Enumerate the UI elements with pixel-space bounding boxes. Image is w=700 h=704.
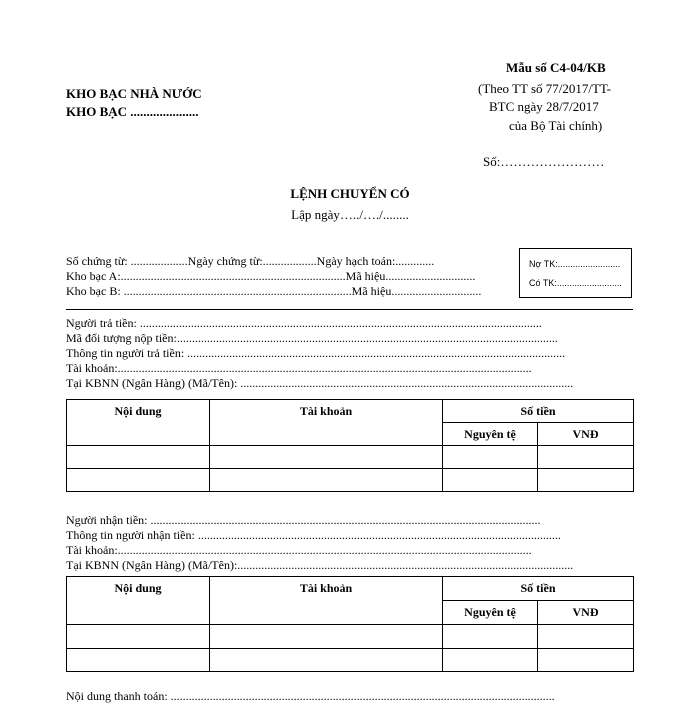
payee-section (66, 513, 633, 573)
payer-info: Thông tin người trả tiền: .............................................................................................................................. (66, 346, 566, 360)
treasury-name: KHO BẠC NHÀ NƯỚC (66, 86, 202, 101)
payee-account: Tài khoản:.......................................................................................................................................... (66, 543, 532, 557)
payer-amount-table (66, 399, 634, 492)
table-header-original-currency: Nguyên tệ (443, 423, 538, 446)
reference-line-1: (Theo TT số 77/2017/TT- (478, 81, 612, 96)
payer-name: Người trả tiền: ...................................................................................................................................... (66, 316, 542, 330)
table-header-original-currency: Nguyên tệ (443, 601, 538, 625)
form-code: Mẫu số C4-04/KB (506, 60, 606, 75)
document-number: Số:…………………… (483, 154, 605, 169)
table-header-content: Nội dung (67, 400, 210, 446)
document-date: Lập ngày…../…./........ (291, 207, 409, 222)
divider-line (66, 309, 633, 310)
payee-bank: Tại KBNN (Ngân Hàng) (Mã/Tên):................................................................................................................ (66, 558, 574, 572)
table-header-vnd: VNĐ (538, 601, 634, 625)
table-header-account: Tài khoản (210, 400, 443, 446)
document-title: LỆNH CHUYỂN CÓ (290, 186, 410, 201)
table-header-account: Tài khoản (210, 577, 443, 625)
table-row (67, 649, 634, 672)
payment-content-section (66, 689, 633, 704)
payer-section (66, 316, 633, 391)
table-row (67, 625, 634, 649)
payer-bank: Tại KBNN (Ngân Hàng) (Mã/Tên): ............................................................................................................... (66, 376, 574, 390)
payer-account: Tài khoản:.......................................................................................................................................... (66, 361, 532, 375)
account-box (519, 248, 632, 298)
payment-content: Nội dung thanh toán: ................................................................................................................................ (66, 689, 555, 703)
voucher-row-3: Kho bạc B: ............................................................................Mã hiệu.............................. (66, 284, 482, 298)
treasury-branch: KHO BẠC ..................... (66, 104, 199, 119)
payee-name: Người nhận tiền: .................................................................................................................................. (66, 513, 541, 527)
voucher-row-2: Kho bạc A:...........................................................................Mã hiệu.............................. (66, 269, 476, 283)
table-header-amount: Số tiền (443, 577, 634, 601)
voucher-info (66, 254, 516, 299)
payee-info: Thông tin người nhận tiền: ......................................................................................................................... (66, 528, 561, 542)
table-row (67, 469, 634, 492)
table-header-amount: Số tiền (443, 400, 634, 423)
reference-line-2: BTC ngày 28/7/2017 (489, 99, 599, 114)
table-header-content: Nội dung (67, 577, 210, 625)
voucher-row-1: Số chứng từ: ...................Ngày chứng từ:..................Ngày hạch toán:............. (66, 254, 435, 268)
payee-amount-table (66, 576, 634, 672)
table-header-vnd: VNĐ (538, 423, 634, 446)
payer-code: Mã đối tượng nộp tiền:............................................................................................................................... (66, 331, 558, 345)
reference-line-3: của Bộ Tài chính) (509, 118, 603, 133)
table-row (67, 446, 634, 469)
debit-account: Nợ TK:......................... (529, 259, 621, 269)
credit-account: Có TK:.......................... (529, 278, 622, 288)
